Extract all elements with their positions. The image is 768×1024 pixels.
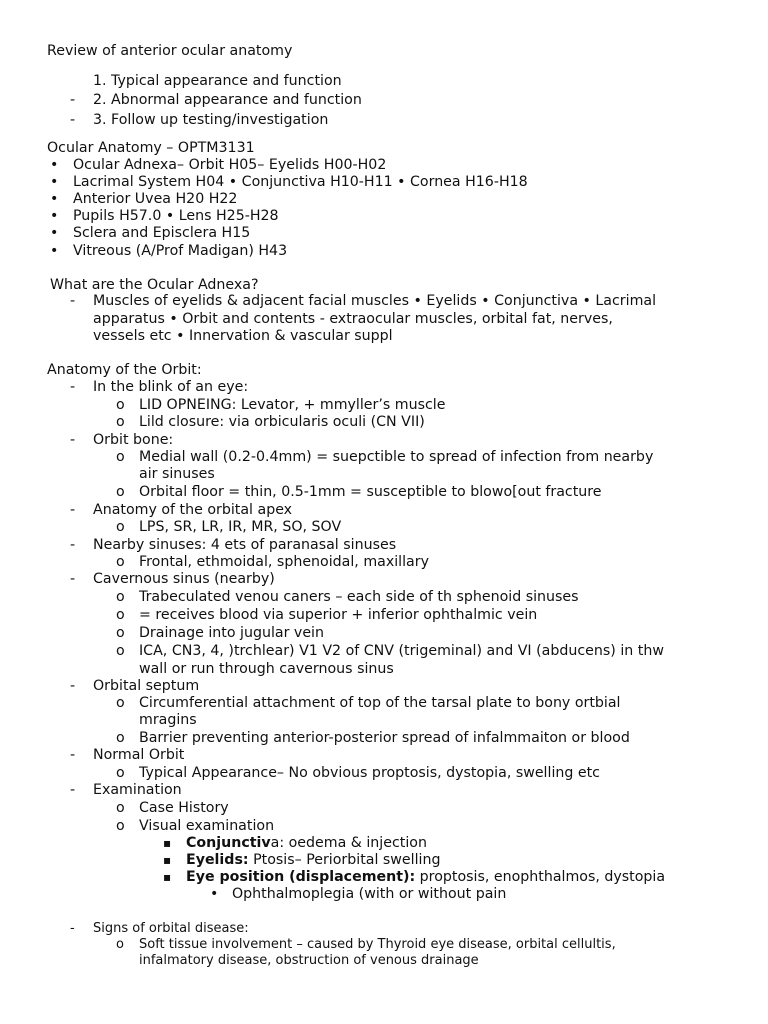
dash-marker: -	[70, 678, 76, 694]
term-description: a: oedema & injection	[270, 835, 427, 851]
bold-term: Eye position (displacement):	[186, 869, 416, 885]
dash-marker: -	[70, 571, 76, 587]
sub-item: LID OPNEING: Levator, + mmyller’s muscle	[139, 397, 446, 413]
bold-term: Eyelids:	[186, 852, 249, 868]
review-item: 2. Abnormal appearance and function	[93, 92, 362, 108]
sub-marker: o	[116, 643, 125, 659]
sub-item: Drainage into jugular vein	[139, 625, 324, 641]
square-marker: ▪	[163, 836, 172, 850]
sub-item: = receives blood via superior + inferior ophthalmic vein	[139, 607, 538, 623]
list-item: Normal Orbit	[93, 747, 185, 763]
square-marker: ▪	[163, 870, 172, 884]
dash-marker: -	[70, 293, 76, 309]
review-item: 3. Follow up testing/investigation	[93, 112, 329, 128]
dash-marker: -	[70, 92, 76, 108]
bullet-marker: •	[50, 157, 59, 173]
sub-marker: o	[116, 449, 125, 465]
section-heading: Ocular Anatomy – OPTM3131	[47, 140, 255, 156]
list-item: Ocular Adnexa– Orbit H05– Eyelids H00-H02	[73, 157, 387, 173]
dash-marker: -	[70, 921, 75, 936]
dash-marker: -	[70, 537, 76, 553]
sub-item-continuation: wall or run through cavernous sinus	[139, 661, 394, 677]
dash-marker: -	[70, 379, 76, 395]
sub-item-continuation: air sinuses	[139, 466, 215, 482]
dash-marker: -	[70, 747, 76, 763]
sub-marker: o	[116, 554, 125, 570]
list-item: Orbital septum	[93, 678, 200, 694]
square-marker: ▪	[163, 853, 172, 867]
list-item: Orbit bone:	[93, 432, 174, 448]
sub-marker: o	[116, 800, 125, 816]
list-item: Cavernous sinus (nearby)	[93, 571, 275, 587]
sub-marker: o	[116, 765, 125, 781]
sub-item: Typical Appearance– No obvious proptosis, dystopia, swelling etc	[139, 765, 600, 781]
exam-sub-item	[186, 835, 427, 852]
list-item: Pupils H57.0 • Lens H25-H28	[73, 208, 279, 224]
sub-item: Frontal, ethmoidal, sphenoidal, maxillary	[139, 554, 429, 570]
list-item: In the blink of an eye:	[93, 379, 249, 395]
paragraph-line: Muscles of eyelids & adjacent facial muscles • Eyelids • Conjunctiva • Lacrimal	[93, 293, 657, 309]
sub-item-continuation: infalmatory disease, obstruction of venous drainage	[139, 953, 479, 968]
bullet-marker: •	[50, 191, 59, 207]
dash-marker: -	[70, 112, 76, 128]
list-item: Lacrimal System H04 • Conjunctiva H10-H11 • Cornea H16-H18	[73, 174, 528, 190]
list-item: Anatomy of the orbital apex	[93, 502, 293, 518]
sub-marker: o	[116, 607, 125, 623]
sub-marker: o	[116, 818, 125, 834]
list-item: Anterior Uvea H20 H22	[73, 191, 238, 207]
paragraph-line: vessels etc • Innervation & vascular suppl	[93, 328, 393, 344]
term-description: proptosis, enophthalmos, dystopia	[415, 869, 666, 885]
sub-marker: o	[116, 730, 125, 746]
dash-marker: -	[70, 782, 76, 798]
sub-marker: o	[116, 937, 124, 952]
list-item: Sclera and Episclera H15	[73, 225, 251, 241]
list-item: Signs of orbital disease:	[93, 921, 249, 936]
exam-sub-item	[186, 852, 440, 869]
sub-item: Soft tissue involvement – caused by Thyroid eye disease, orbital cellultis,	[139, 937, 616, 952]
section-heading: Anatomy of the Orbit:	[47, 362, 202, 378]
bullet-marker: •	[50, 174, 59, 190]
sub-item: Case History	[139, 800, 229, 816]
sub-item: Lild closure: via orbicularis oculi (CN VII)	[139, 414, 425, 430]
section-heading: What are the Ocular Adnexa?	[50, 277, 259, 293]
sub-item: Medial wall (0.2-0.4mm) = suepctible to spread of infection from nearby	[139, 449, 654, 465]
list-item: Examination	[93, 782, 182, 798]
sub-marker: o	[116, 397, 125, 413]
sub-item: Trabeculated venou caners – each side of th sphenoid sinuses	[139, 589, 579, 605]
review-item: 1. Typical appearance and function	[93, 73, 342, 89]
exam-sub-item	[186, 869, 665, 886]
sub-item-continuation: mragins	[139, 712, 197, 728]
paragraph-line: apparatus • Orbit and contents - extraocular muscles, orbital fat, nerves,	[93, 311, 613, 327]
dash-marker: -	[70, 502, 76, 518]
sub-marker: o	[116, 484, 125, 500]
list-item: Vitreous (A/Prof Madigan) H43	[73, 243, 288, 259]
sub-item: ICA, CN3, 4, )trchlear) V1 V2 of CNV (trigeminal) and VI (abducens) in thw	[139, 643, 664, 659]
sub-item: Visual examination	[139, 818, 275, 834]
sub-marker: o	[116, 519, 125, 535]
document-title: Review of anterior ocular anatomy	[47, 43, 293, 59]
deep-item: Ophthalmoplegia (with or without pain	[232, 886, 507, 902]
dash-marker: -	[70, 432, 76, 448]
sub-item: Barrier preventing anterior-posterior spread of infalmmaiton or blood	[139, 730, 630, 746]
bullet-marker: •	[50, 208, 59, 224]
bullet-marker: •	[50, 225, 59, 241]
sub-marker: o	[116, 589, 125, 605]
bullet-marker: •	[50, 243, 59, 259]
dot-marker: •	[210, 886, 219, 902]
list-item: Nearby sinuses: 4 ets of paranasal sinuses	[93, 537, 397, 553]
sub-item: Orbital floor = thin, 0.5-1mm = susceptible to blowo[out fracture	[139, 484, 602, 500]
bold-term: Conjunctiv	[186, 835, 271, 851]
sub-marker: o	[116, 414, 125, 430]
term-description: Ptosis– Periorbital swelling	[248, 852, 441, 868]
sub-marker: o	[116, 695, 125, 711]
sub-item: Circumferential attachment of top of the tarsal plate to bony ortbial	[139, 695, 621, 711]
sub-marker: o	[116, 625, 125, 641]
sub-item: LPS, SR, LR, IR, MR, SO, SOV	[139, 519, 342, 535]
